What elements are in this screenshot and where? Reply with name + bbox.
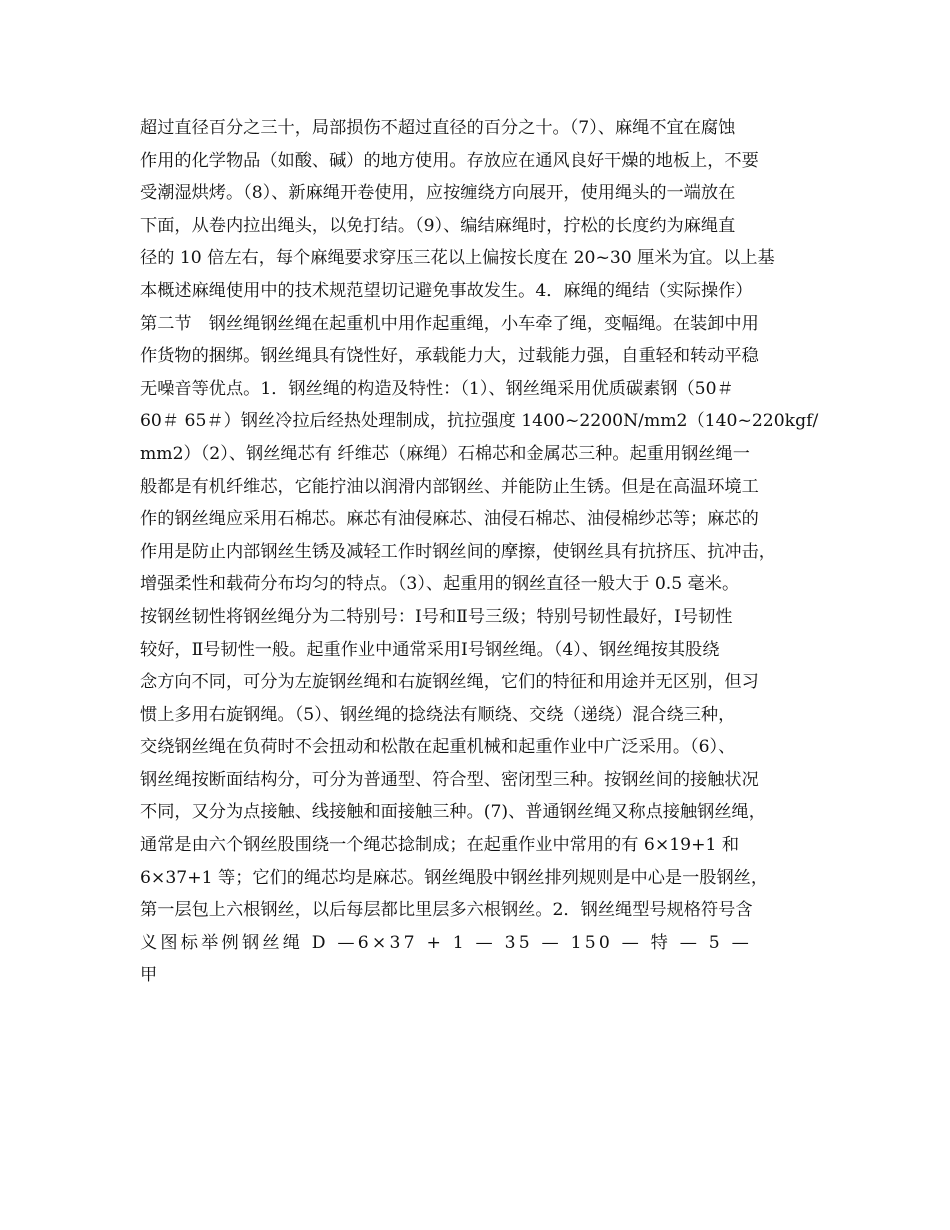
text-line: 义图标举例钢丝绳 D —6×37 + 1 — 35 — 150 — 特 — 5 — bbox=[140, 932, 752, 953]
text-line: 径的 10 倍左右，每个麻绳要求穿压三花以上偏按长度在 20~30 厘米为宜。以上基 bbox=[140, 248, 775, 269]
text-line: 念方向不同，可分为左旋钢丝绳和右旋钢丝绳，它们的特征和用途并无区别，但习 bbox=[140, 672, 759, 693]
text-line: 增强柔性和载荷分布均匀的特点。（3）、起重用的钢丝直径一般大于 0.5 毫米。 bbox=[140, 574, 740, 595]
text-line: 第二节 钢丝绳钢丝绳在起重机中用作起重绳，小车牵了绳，变幅绳。在装卸中用 bbox=[140, 313, 759, 334]
text-line: 交绕钢丝绳在负荷时不会扭动和松散在起重机械和起重作业中广泛采用。（6）、 bbox=[140, 737, 736, 758]
text-line: 作的钢丝绳应采用石棉芯。麻芯有油侵麻芯、油侵石棉芯、油侵棉纱芯等；麻芯的 bbox=[140, 509, 759, 530]
text-line: 受潮湿烘烤。（8）、新麻绳开卷使用，应按缠绕方向展开，使用绳头的一端放在 bbox=[140, 183, 736, 204]
text-line: 较好，Ⅱ号韧性一般。起重作业中通常采用Ⅰ号钢丝绳。（4）、钢丝绳按其股绕 bbox=[140, 639, 720, 660]
text-line: 下面，从卷内拉出绳头，以免打结。（9）、编结麻绳时，拧松的长度约为麻绳直 bbox=[140, 215, 736, 236]
text-line: 作用是防止内部钢丝生锈及减轻工作时钢丝间的摩擦，使钢丝具有抗挤压、抗冲击， bbox=[140, 541, 776, 562]
text-line: 第一层包上六根钢丝，以后每层都比里层多六根钢丝。2．钢丝绳型号规格符号含 bbox=[140, 900, 753, 921]
text-line: 按钢丝韧性将钢丝绳分为二特别号：Ⅰ号和Ⅱ号三级；特别号韧性最好，Ⅰ号韧性 bbox=[140, 606, 733, 627]
text-line: 通常是由六个钢丝股围绕一个绳芯捻制成；在起重作业中常用的有 6×19+1 和 bbox=[140, 835, 740, 856]
text-line: 钢丝绳按断面结构分，可分为普通型、符合型、密闭型三种。按钢丝间的接触状况 bbox=[140, 769, 759, 790]
text-line: 般都是有机纤维芯，它能拧油以润滑内部钢丝、并能防止生锈。但是在高温环境工 bbox=[140, 476, 759, 497]
text-line: 作用的化学物品（如酸、碱）的地方使用。存放应在通风良好干燥的地板上，不要 bbox=[140, 150, 759, 171]
text-line: 惯上多用右旋钢绳。（5）、钢丝绳的捻绕法有顺绕、交绕（递绕）混合绕三种， bbox=[140, 704, 736, 725]
text-line: mm2）（2）、钢丝绳芯有 纤维芯（麻绳）石棉芯和金属芯三种。起重用钢丝绳一 bbox=[140, 443, 750, 464]
text-line: 不同，又分为点接触、线接触和面接触三种。(7)、普通钢丝绳又称点接触钢丝绳， bbox=[140, 802, 766, 823]
text-line: 无噪音等优点。1．钢丝绳的构造及特性：（1）、钢丝绳采用优质碳素钢（50＃ bbox=[140, 378, 734, 399]
text-line: 甲 bbox=[140, 965, 158, 986]
text-line: 本概述麻绳使用中的技术规范望切记避免事故发生。4．麻绳的绳结（实际操作） bbox=[140, 280, 753, 301]
text-line: 超过直径百分之三十，局部损伤不超过直径的百分之十。（7）、麻绳不宜在腐蚀 bbox=[140, 118, 736, 138]
text-line: 60＃ 65＃）钢丝冷拉后经热处理制成，抗拉强度 1400~2200N/mm2（140~220kgf/ bbox=[140, 411, 819, 432]
body-text bbox=[140, 112, 840, 992]
text-line: 6×37+1 等；它们的绳芯均是麻芯。钢丝绳股中钢丝排列规则是中心是一股钢丝， bbox=[140, 867, 769, 888]
text-line: 作货物的捆绑。钢丝绳具有饶性好，承载能力大，过载能力强，自重轻和转动平稳 bbox=[140, 346, 759, 367]
